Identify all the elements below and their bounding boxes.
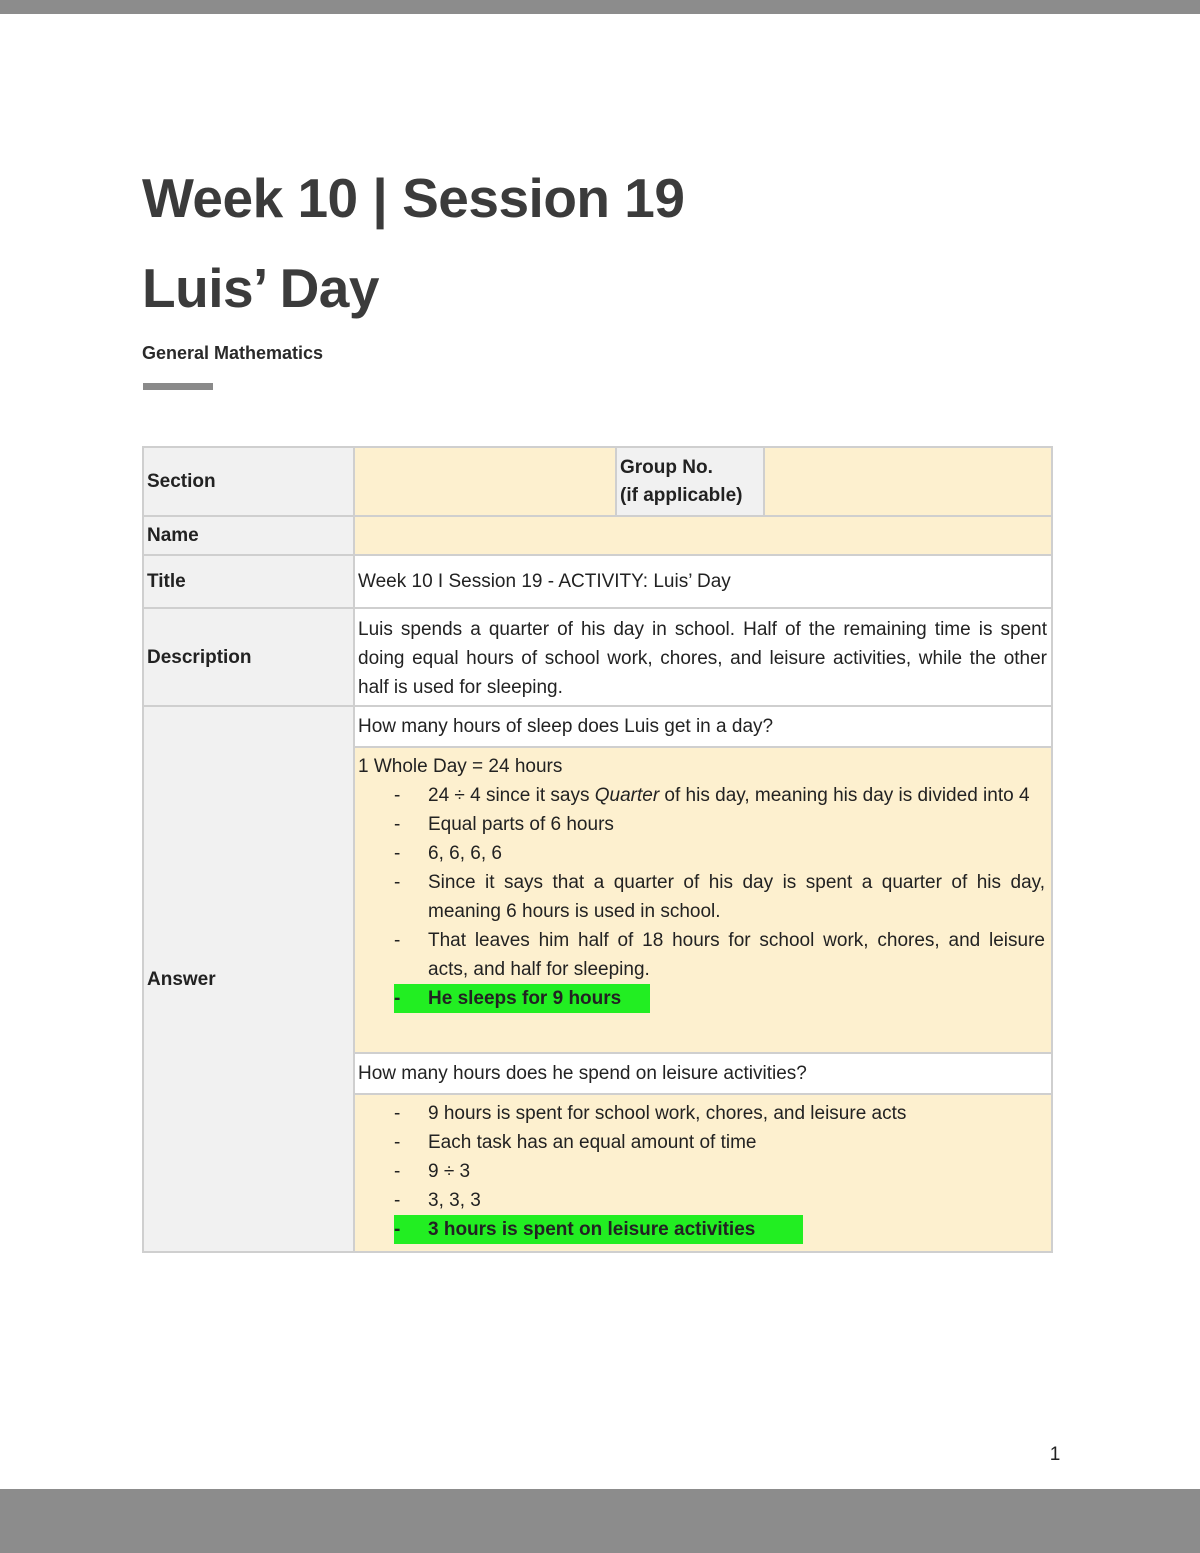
section-label: Section: [144, 448, 353, 515]
group-number-field[interactable]: [765, 448, 1051, 515]
title-field: Week 10 I Session 19 - ACTIVITY: Luis’ Day: [355, 556, 1051, 607]
activity-title: Luis’ Day: [142, 257, 379, 319]
question-2: How many hours does he spend on leisure activities?: [355, 1054, 1051, 1093]
subject-label: General Mathematics: [142, 343, 324, 363]
top-bar: [0, 0, 1200, 14]
list-item: - Each task has an equal amount of time: [394, 1132, 757, 1153]
list-item: - 9 ÷ 3: [394, 1161, 471, 1182]
list-item: - 3, 3, 3: [394, 1190, 481, 1211]
activity-table: [142, 446, 1053, 1253]
title-divider: [143, 383, 213, 390]
answer-2-list: [358, 1099, 1047, 1244]
page-number: 1: [1049, 1444, 1061, 1465]
list-item: - Since it says that a quarter of his day is spent a quarter of his day, meaning 6 hours is used in school.: [394, 872, 1045, 922]
name-field[interactable]: [355, 517, 1051, 554]
group-number-label: [617, 448, 763, 515]
answer-2-block: [355, 1095, 1051, 1251]
answer-label: Answer: [144, 707, 353, 1251]
answer-1-block: [355, 748, 1051, 1052]
bottom-bar: [0, 1489, 1200, 1553]
question-1: How many hours of sleep does Luis get in a day?: [355, 707, 1051, 746]
description-label: Description: [144, 609, 353, 705]
group-number-label-line2: (if applicable): [620, 485, 743, 506]
group-number-label-line1: Group No.: [620, 457, 713, 478]
highlighted-answer: - 3 hours is spent on leisure activities: [358, 1215, 1047, 1244]
title-label: Title: [144, 556, 353, 607]
answer-1-list: [358, 781, 1047, 1013]
section-field[interactable]: [355, 448, 615, 515]
list-item: - 24 ÷ 4 since it says Quarter of his day, meaning his day is divided into 4: [394, 785, 1030, 806]
highlighted-answer: - He sleeps for 9 hours: [358, 984, 1047, 1013]
page-title: Week 10 | Session 19: [142, 167, 685, 229]
list-item: - Equal parts of 6 hours: [394, 814, 614, 835]
name-label: Name: [144, 517, 353, 554]
list-item: - 6, 6, 6, 6: [394, 843, 502, 864]
list-item: - That leaves him half of 18 hours for school work, chores, and leisure acts, and half for sleeping.: [394, 930, 1045, 980]
list-item: - 9 hours is spent for school work, chores, and leisure acts: [394, 1103, 907, 1124]
answer-1-intro: 1 Whole Day = 24 hours: [358, 756, 563, 777]
description-field: Luis spends a quarter of his day in school. Half of the remaining time is spent doing equal hours of school work, chores, and leisure activities, while the other half is used for sleeping.: [355, 609, 1051, 705]
